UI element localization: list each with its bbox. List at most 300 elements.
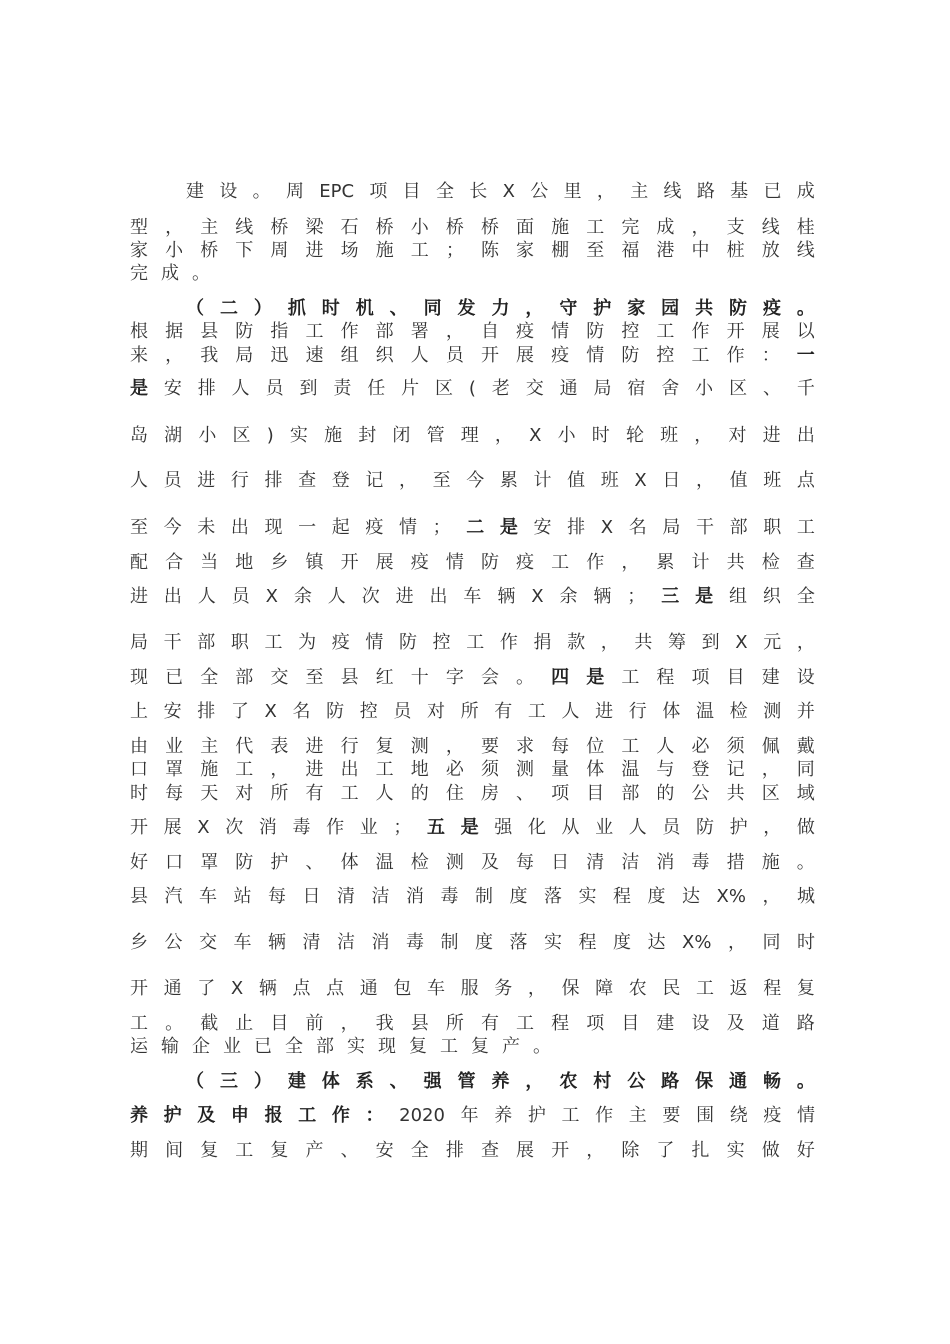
text-glyph: 时 [321, 298, 340, 319]
text-glyph: 疫 [516, 552, 535, 573]
text-glyph: 做 [761, 1140, 780, 1161]
text-glyph: 园 [661, 298, 680, 319]
text-glyph: 情 [445, 552, 464, 573]
text-glyph: 化 [527, 817, 546, 838]
text-glyph: 二 [219, 298, 238, 319]
text-glyph: 施 [551, 217, 570, 238]
text-glyph: 周 [270, 240, 289, 261]
text-glyph: 毒 [292, 817, 311, 838]
text-glyph: 口 [165, 852, 184, 873]
text-glyph: 口 [130, 759, 148, 780]
text-glyph: 及 [726, 1013, 745, 1034]
text-glyph: 力 [491, 298, 510, 319]
text-glyph: 区 [729, 378, 748, 399]
text-glyph: 、 [389, 1071, 408, 1092]
text-glyph: 长 [469, 181, 488, 202]
text-glyph: ， [525, 298, 544, 319]
text-glyph: 清 [586, 852, 605, 873]
text-glyph: 设 [796, 667, 815, 688]
text-glyph: 二 [466, 517, 485, 538]
text-line [186, 179, 815, 205]
text-glyph: 共 [695, 298, 714, 319]
text-glyph: 养 [494, 1105, 513, 1126]
text-glyph: 人 [197, 586, 216, 607]
text-glyph: ， [596, 181, 615, 202]
text-glyph: 安 [163, 378, 182, 399]
text-glyph: 出 [230, 517, 249, 538]
text-glyph: 、 [305, 852, 324, 873]
text-glyph: 线 [663, 181, 682, 202]
text-glyph: 交 [270, 667, 289, 688]
text-glyph: 开 [551, 1140, 570, 1161]
text-glyph: ， [445, 736, 464, 757]
text-glyph: 佩 [761, 736, 780, 757]
text-glyph: 程 [578, 932, 597, 953]
text-glyph: 每 [551, 736, 570, 757]
text-glyph: 的 [656, 783, 675, 804]
text-glyph: 已 [165, 667, 184, 688]
text-glyph: 千 [796, 378, 815, 399]
text-glyph: 公 [164, 932, 183, 953]
text-glyph: 人 [561, 701, 580, 722]
text-glyph: 防 [399, 632, 417, 653]
text-glyph: 防 [729, 298, 747, 319]
text-glyph: 排 [445, 1140, 464, 1161]
text-glyph: 配 [130, 552, 148, 573]
text-glyph: 了 [230, 701, 249, 722]
text-glyph: 消 [371, 932, 390, 953]
text-glyph: 复 [471, 1036, 489, 1057]
text-glyph: 洁 [337, 932, 355, 953]
text-glyph: 登 [331, 470, 350, 491]
text-glyph: 戴 [796, 736, 815, 757]
text-glyph: 汽 [164, 886, 183, 907]
text-glyph: 路 [796, 1013, 815, 1034]
text-glyph: 测 [410, 736, 429, 757]
text-glyph: 防 [480, 552, 499, 573]
text-glyph: 施 [761, 852, 780, 873]
text-glyph: 复 [796, 978, 815, 999]
text-glyph: 余 [293, 586, 312, 607]
text-glyph: 三 [661, 586, 680, 607]
text-glyph: 疫 [516, 321, 535, 342]
text-glyph: 工 [235, 759, 254, 780]
text-glyph: 员 [231, 586, 250, 607]
text-glyph: 家 [627, 298, 646, 319]
text-glyph: 周 [285, 181, 304, 202]
text-glyph: 登 [691, 759, 710, 780]
text-glyph: 部 [235, 667, 254, 688]
text-glyph: 疫 [365, 517, 384, 538]
text-glyph: 工 [656, 321, 675, 342]
text-glyph: 开 [480, 345, 499, 366]
text-glyph: 名 [292, 701, 311, 722]
text-glyph: 老 [491, 378, 510, 399]
text-glyph: 程 [763, 978, 782, 999]
text-glyph: 业 [223, 1036, 241, 1057]
text-glyph: 路 [661, 1071, 680, 1092]
text-glyph: 成 [656, 217, 675, 238]
text-glyph: 工 [516, 1013, 535, 1034]
text-glyph: 共 [634, 632, 653, 653]
text-glyph: 作 [586, 552, 605, 573]
text-glyph: 主 [200, 217, 219, 238]
text-glyph: 署 [410, 321, 429, 342]
text-glyph: 运 [130, 1036, 148, 1057]
text-glyph: 工 [695, 978, 714, 999]
text-glyph: 自 [480, 321, 499, 342]
text-glyph: 四 [551, 667, 570, 688]
text-glyph: 理 [460, 425, 479, 446]
text-glyph: 每 [516, 852, 535, 873]
text-glyph: 次 [225, 817, 244, 838]
text-glyph: 梁 [305, 217, 324, 238]
text-glyph: 福 [621, 240, 640, 261]
text-glyph: 点 [292, 978, 311, 999]
text-glyph: 公 [530, 181, 549, 202]
text-glyph: 输 [161, 1036, 179, 1057]
text-glyph: 组 [340, 345, 359, 366]
text-glyph: 项 [369, 181, 388, 202]
text-glyph: 产 [305, 1140, 324, 1161]
text-glyph: 清 [337, 886, 355, 907]
text-glyph: 绕 [729, 1105, 748, 1126]
text-glyph: 所 [270, 783, 289, 804]
text-glyph: 来 [130, 345, 148, 366]
text-glyph: 所 [460, 701, 479, 722]
text-glyph: 站 [233, 886, 252, 907]
text-glyph: X% [716, 886, 746, 907]
text-glyph: 工 [691, 345, 710, 366]
text-glyph: 务 [494, 978, 513, 999]
text-glyph: 桥 [480, 217, 499, 238]
text-glyph: 合 [165, 552, 184, 573]
text-glyph: 场 [340, 240, 359, 261]
text-glyph: 工 [621, 736, 640, 757]
text-glyph: 地 [235, 552, 254, 573]
text-glyph: 、 [762, 378, 781, 399]
text-glyph: 进 [197, 470, 216, 491]
text-line [130, 976, 815, 1002]
text-glyph: 出 [796, 425, 815, 446]
text-glyph: 以 [796, 321, 815, 342]
text-glyph: ， [763, 817, 782, 838]
text-glyph: 湖 [164, 425, 183, 446]
text-glyph: 间 [165, 1140, 184, 1161]
text-glyph: 责 [333, 378, 352, 399]
text-glyph: 线 [761, 217, 780, 238]
text-glyph: 展 [375, 552, 394, 573]
text-glyph: 车 [199, 886, 217, 907]
text-glyph: 辆 [258, 978, 277, 999]
text-glyph: 时 [796, 932, 815, 953]
text-glyph: 疫 [410, 552, 429, 573]
text-glyph: 排 [567, 517, 586, 538]
section-heading [186, 1069, 815, 1095]
text-glyph: ； [627, 586, 646, 607]
text-glyph: X [600, 517, 614, 538]
text-glyph: 局 [235, 345, 254, 366]
text-glyph: 开 [130, 817, 148, 838]
text-glyph: 根 [130, 321, 148, 342]
text-glyph: 天 [200, 783, 219, 804]
text-glyph: （ [186, 1071, 204, 1092]
text-line [130, 1034, 815, 1060]
text-glyph: 度 [509, 886, 528, 907]
text-glyph: 目 [586, 783, 605, 804]
text-glyph: 是 [460, 817, 479, 838]
text-glyph: ； [393, 817, 412, 838]
text-glyph: 复 [270, 1140, 289, 1161]
text-glyph: 累 [499, 470, 518, 491]
text-glyph: 系 [355, 1071, 374, 1092]
text-glyph: 建 [287, 1071, 306, 1092]
text-glyph: 防 [235, 321, 254, 342]
text-glyph: 测 [516, 759, 535, 780]
text-glyph: 员 [265, 378, 284, 399]
text-glyph: 及 [197, 1105, 216, 1126]
text-glyph: 护 [729, 817, 748, 838]
text-glyph: 桥 [200, 240, 219, 261]
text-glyph: 进 [305, 736, 324, 757]
text-glyph: 全 [200, 667, 219, 688]
text-glyph: 施 [324, 425, 343, 446]
text-glyph: ， [527, 978, 546, 999]
text-glyph: 辆 [268, 932, 286, 953]
text-glyph: ， [796, 632, 815, 653]
text-glyph: 记 [726, 759, 745, 780]
text-glyph: 镇 [305, 552, 324, 573]
text-glyph: 小 [695, 378, 714, 399]
text-glyph: 线 [796, 240, 815, 261]
text-glyph: 要 [480, 736, 499, 757]
text-glyph: 次 [361, 586, 380, 607]
text-glyph: 五 [426, 817, 445, 838]
text-glyph: X [230, 978, 244, 999]
text-glyph: 进 [395, 586, 414, 607]
text-glyph: 我 [200, 345, 219, 366]
text-glyph: 目 [402, 181, 421, 202]
text-glyph: 目 [270, 1013, 289, 1034]
text-glyph: 职 [763, 517, 782, 538]
text-glyph: 到 [299, 378, 318, 399]
text-glyph: 干 [163, 632, 182, 653]
text-glyph: 复 [409, 1036, 427, 1057]
text-glyph: 位 [586, 736, 605, 757]
text-glyph: 部 [375, 321, 394, 342]
text-glyph: 宿 [627, 378, 646, 399]
text-glyph: 、 [340, 1140, 359, 1161]
text-glyph: 返 [729, 978, 748, 999]
text-line [130, 343, 815, 369]
text-glyph: 防 [235, 852, 254, 873]
text-line [130, 850, 815, 876]
text-glyph: 闭 [392, 425, 411, 446]
text-glyph: 未 [197, 517, 216, 538]
text-glyph: 护 [270, 852, 289, 873]
text-glyph: 度 [475, 932, 493, 953]
text-glyph: 县 [200, 321, 219, 342]
text-glyph: 当 [200, 552, 219, 573]
text-glyph: 行 [628, 701, 647, 722]
text-glyph: ， [694, 425, 713, 446]
text-glyph: 城 [796, 886, 815, 907]
text-glyph: 了 [656, 1140, 675, 1161]
text-glyph: 组 [729, 586, 747, 607]
text-glyph: 。 [796, 298, 815, 319]
text-glyph: 疫 [331, 632, 350, 653]
text-glyph: 行 [340, 736, 359, 757]
text-glyph: 房 [480, 783, 499, 804]
text-glyph: 好 [130, 852, 148, 873]
text-glyph: ， [727, 932, 746, 953]
text-line [130, 550, 815, 576]
text-glyph: X [529, 425, 542, 446]
text-glyph: 进 [305, 240, 324, 261]
text-glyph: 款 [567, 632, 586, 653]
text-glyph: 建 [761, 667, 780, 688]
text-glyph: 现 [264, 517, 283, 538]
text-glyph: 岛 [130, 425, 148, 446]
text-glyph: 累 [656, 552, 675, 573]
text-glyph: 包 [393, 978, 412, 999]
text-glyph: 工 [264, 632, 283, 653]
text-glyph: 日 [551, 852, 570, 873]
text-glyph: 养 [491, 1071, 510, 1092]
text-glyph: 消 [656, 852, 675, 873]
text-glyph: 桥 [270, 217, 289, 238]
text-glyph: 县 [340, 667, 359, 688]
text-line [130, 930, 815, 956]
text-glyph: 查 [298, 470, 317, 491]
text-glyph: 有 [305, 783, 324, 804]
text-glyph: 区 [232, 425, 251, 446]
text-glyph: 同 [796, 759, 815, 780]
text-glyph: 表 [270, 736, 289, 757]
text-glyph: 2020 [399, 1105, 445, 1126]
text-glyph: ； [432, 517, 451, 538]
text-glyph: 体 [586, 759, 605, 780]
text-glyph: 安 [375, 1140, 394, 1161]
text-glyph: X% [682, 932, 712, 953]
text-glyph: 工 [305, 321, 324, 342]
text-glyph: 控 [359, 701, 378, 722]
text-glyph: 棚 [551, 240, 570, 261]
text-glyph: 小 [557, 425, 576, 446]
text-glyph: 温 [621, 759, 640, 780]
text-glyph: 防 [621, 345, 640, 366]
text-glyph: 进 [305, 759, 324, 780]
text-glyph: 计 [691, 552, 710, 573]
text-glyph: 畅 [762, 1071, 781, 1092]
text-glyph: 计 [533, 470, 552, 491]
text-glyph: 时 [591, 425, 610, 446]
text-glyph: 通 [359, 978, 378, 999]
text-glyph: 值 [729, 470, 748, 491]
text-glyph: 局 [593, 378, 612, 399]
text-glyph: 至 [305, 667, 324, 688]
text-glyph: 小 [410, 217, 429, 238]
text-glyph: 完 [130, 263, 148, 284]
text-glyph: 今 [466, 470, 485, 491]
text-glyph: 局 [130, 632, 148, 653]
text-glyph: 同 [423, 298, 442, 319]
text-glyph: 作 [691, 321, 710, 342]
text-glyph: 成 [796, 181, 815, 202]
text-line [130, 1103, 815, 1129]
text-line [130, 423, 815, 449]
text-glyph: 区 [761, 783, 780, 804]
text-glyph: 员 [662, 817, 681, 838]
text-glyph: 人 [656, 736, 675, 757]
text-glyph: 辆 [497, 586, 516, 607]
text-glyph: 织 [375, 345, 394, 366]
text-glyph: 排 [197, 378, 216, 399]
text-glyph: 展 [516, 1140, 535, 1161]
text-glyph: ， [621, 552, 640, 573]
text-glyph: 工 [527, 701, 546, 722]
text-glyph: 车 [463, 586, 482, 607]
text-glyph: 管 [426, 425, 445, 446]
text-glyph: 员 [163, 470, 182, 491]
text-glyph: 强 [494, 817, 513, 838]
text-line [130, 665, 815, 691]
text-glyph: 代 [235, 736, 254, 757]
text-glyph: 名 [628, 517, 647, 538]
text-glyph: 制 [475, 886, 493, 907]
text-glyph: 工 [375, 759, 394, 780]
text-glyph: ， [691, 217, 710, 238]
text-line [130, 468, 815, 494]
text-glyph: 达 [682, 886, 700, 907]
text-glyph: 项 [551, 783, 570, 804]
text-glyph: 作 [595, 1105, 614, 1126]
text-glyph: ， [695, 470, 714, 491]
text-glyph: 防 [586, 321, 605, 342]
text-glyph: 指 [270, 321, 289, 342]
text-glyph: 防 [695, 817, 714, 838]
text-glyph: 全 [285, 1036, 303, 1057]
text-glyph: 检 [410, 852, 429, 873]
text-glyph: 进 [762, 425, 781, 446]
text-glyph: 及 [480, 852, 499, 873]
text-glyph: 通 [729, 1071, 747, 1092]
text-glyph: 量 [551, 759, 570, 780]
text-glyph: 干 [695, 517, 714, 538]
text-glyph: 出 [429, 586, 448, 607]
text-glyph: ） [253, 1071, 272, 1092]
text-glyph: 消 [406, 886, 424, 907]
text-glyph: 体 [321, 1071, 340, 1092]
text-glyph: 工 [466, 632, 485, 653]
text-glyph: 并 [796, 701, 815, 722]
text-glyph: 封 [358, 425, 377, 446]
text-glyph: 对 [235, 783, 254, 804]
text-glyph: 。 [796, 852, 815, 873]
text-glyph: 下 [235, 240, 254, 261]
text-glyph: 从 [561, 817, 580, 838]
text-glyph: 。 [192, 263, 210, 284]
text-glyph: 复 [200, 1140, 219, 1161]
text-glyph: ： [761, 345, 780, 366]
text-glyph: 养 [130, 1105, 148, 1126]
text-glyph: 排 [264, 470, 283, 491]
text-glyph: 辆 [593, 586, 612, 607]
text-glyph: 。 [165, 1013, 184, 1034]
text-glyph: 排 [197, 701, 216, 722]
text-glyph: X [264, 701, 277, 722]
text-glyph: 会 [480, 667, 499, 688]
